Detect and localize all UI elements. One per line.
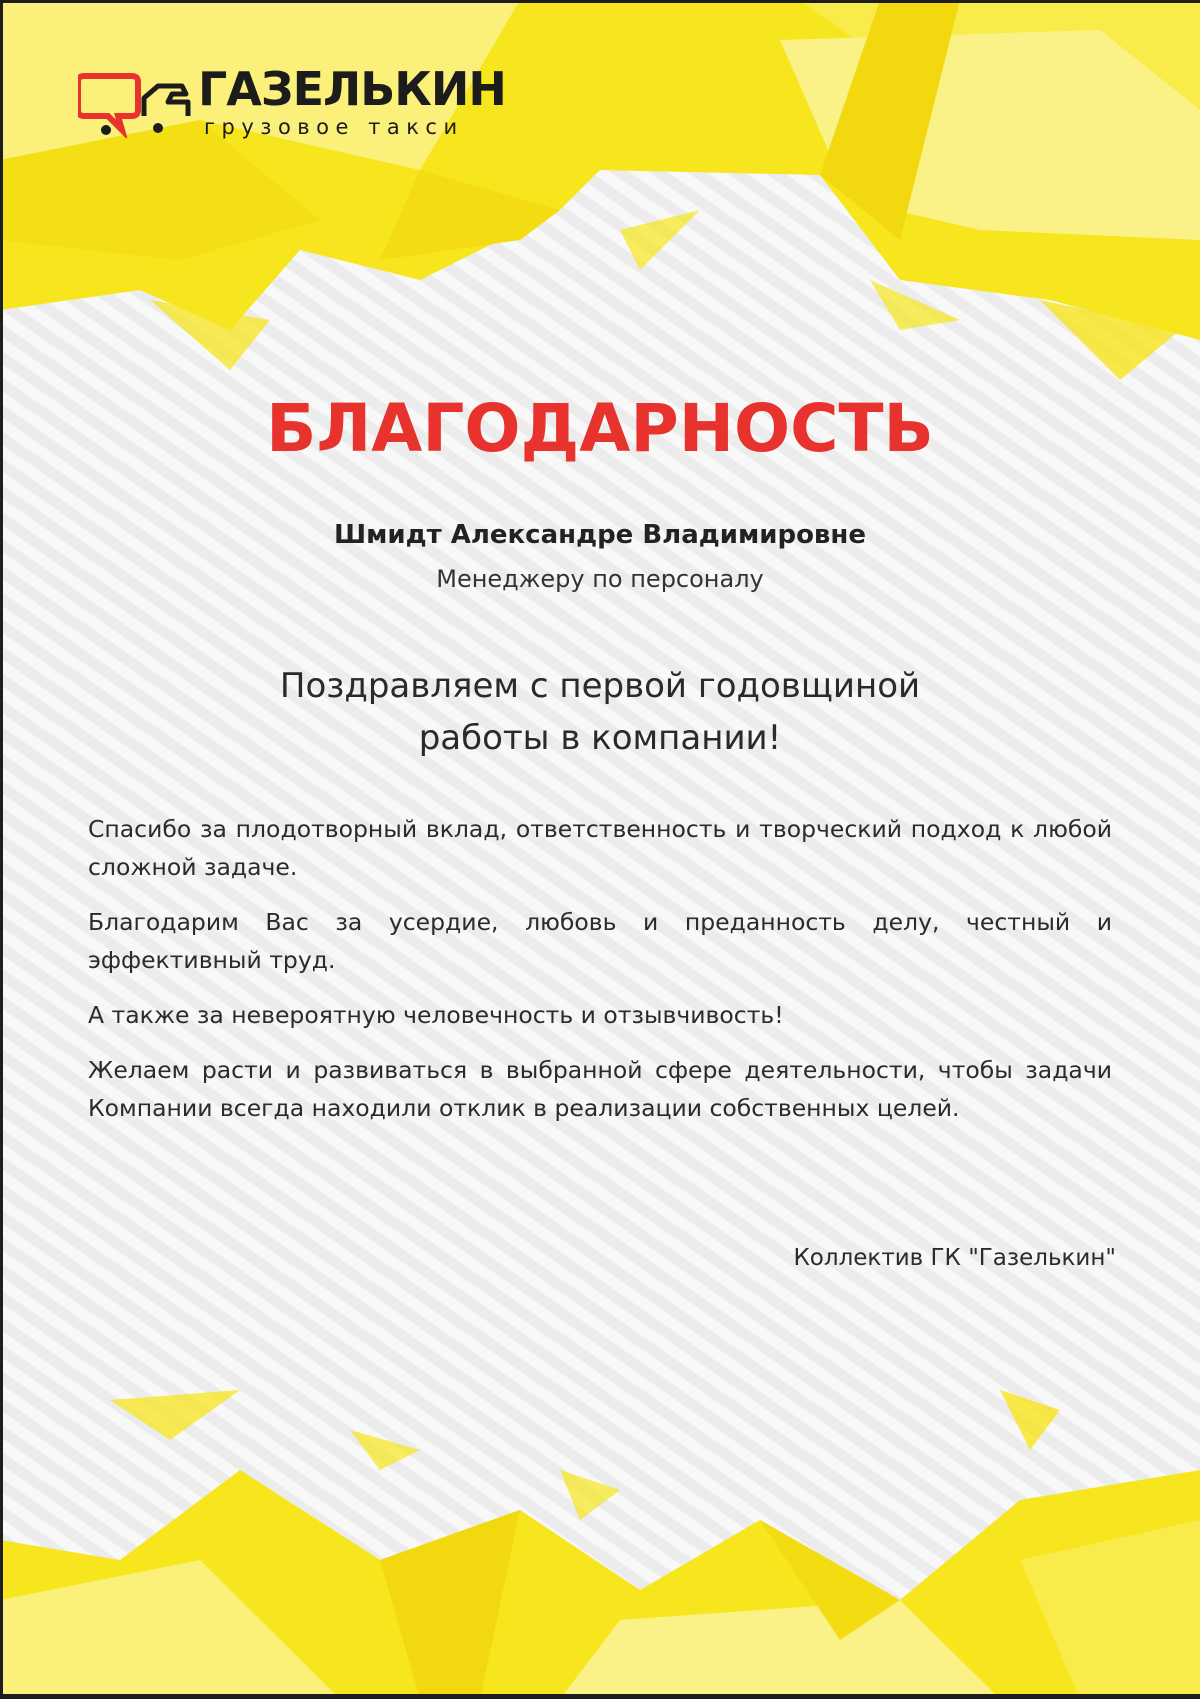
body-paragraph: Благодарим Вас за усердие, любовь и преданность делу, честный и эффективный труд. [88, 908, 1112, 974]
body-paragraph: Желаем расти и развиваться в выбранной сфере деятельности, чтобы задачи Компании всегда находили отклик в реализации собственных целей. [88, 1056, 1112, 1122]
logo-name: ГАЗЕЛЬКИН [198, 62, 506, 116]
company-logo [78, 64, 528, 144]
signature: Коллектив ГК "Газелькин" [793, 1245, 1116, 1271]
frame-left [0, 0, 3, 1699]
speech-bubble-truck-icon [78, 72, 193, 138]
body-paragraph: Спасибо за плодотворный вклад, ответственность и творческий подход к любой сложной задаче. [88, 815, 1112, 881]
document-title: БЛАГОДАРНОСТЬ [266, 390, 934, 467]
greeting [0, 660, 1200, 764]
body-text [88, 810, 1112, 1144]
greeting-line-2: работы в компании! [418, 718, 782, 758]
greeting-line-1: Поздравляем с первой годовщиной [279, 666, 921, 706]
frame-bottom [0, 1694, 1200, 1699]
recipient-name: Шмидт Александре Владимировне [334, 520, 866, 550]
logo-tagline: грузовое такси [204, 115, 464, 139]
body-paragraph: А также за невероятную человечность и отзывчивость! [88, 1001, 784, 1029]
frame-top [0, 0, 1200, 3]
recipient-position: Менеджеру по персоналу [436, 565, 764, 593]
